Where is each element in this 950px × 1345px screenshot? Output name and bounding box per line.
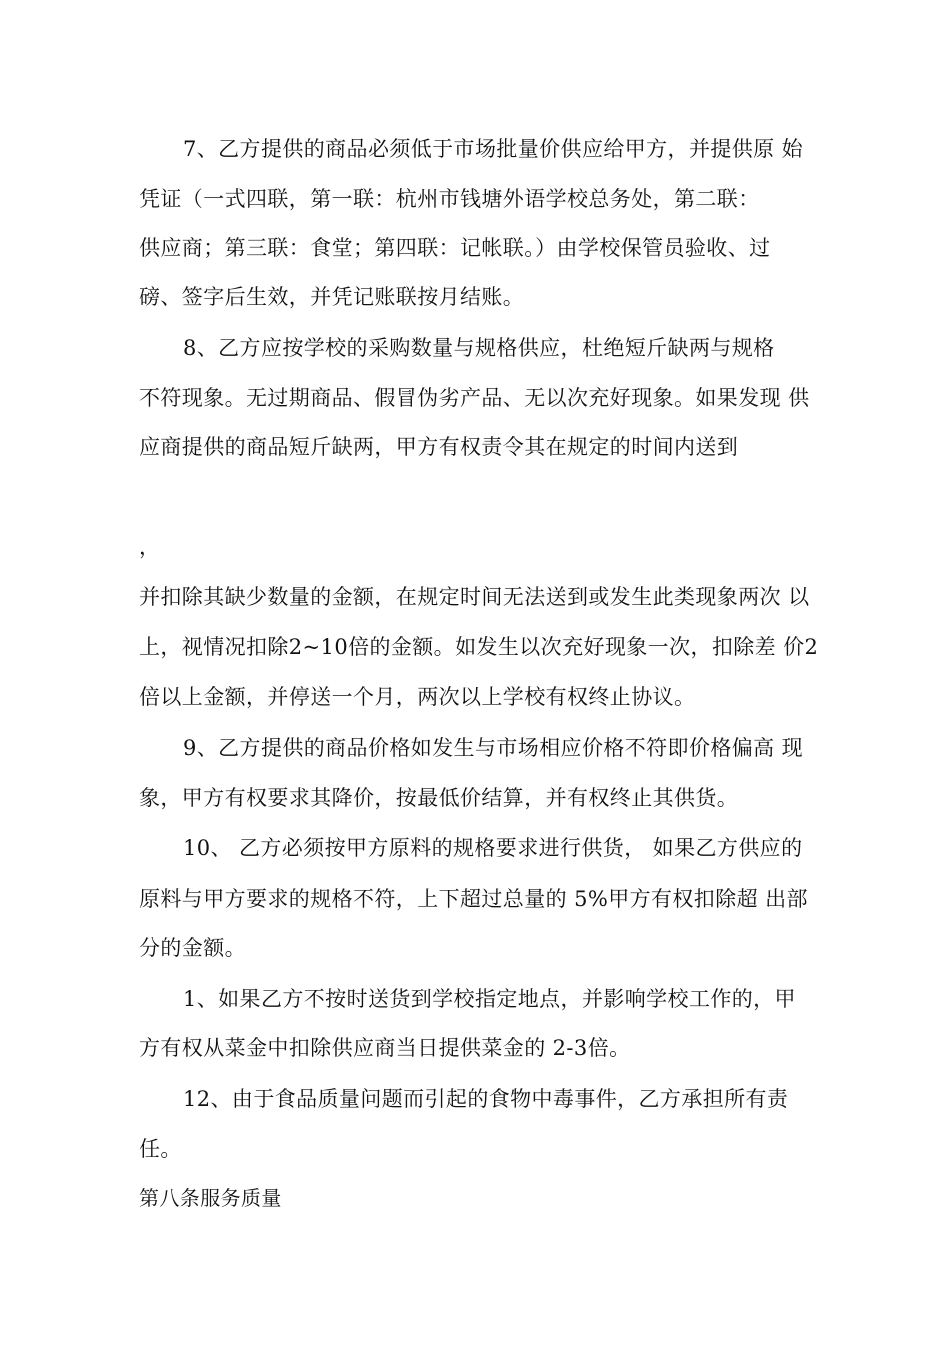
clause-7-line-4: 磅、签字后生效，并凭记账联按月结账。 [139, 285, 525, 309]
clause-8-line-6: 上，视情况扣除2~10倍的金额。如发生以次充好现象一次，扣除差 价2 [139, 635, 819, 659]
clause-8-line-4: ， [139, 535, 161, 559]
clause-8-line-5: 并扣除其缺少数量的金额，在规定时间无法送到或发生此类现象两次 以 [139, 585, 810, 609]
clause-10-line-2: 原料与甲方要求的规格不符，上下超过总量的 5%甲方有权扣除超 出部 [139, 887, 808, 911]
clause-11-line-1: 1、如果乙方不按时送货到学校指定地点，并影响学校工作的，甲 [183, 987, 796, 1011]
clause-7-line-3: 供应商；第三联：食堂；第四联：记帐联。）由学校保管员验收、过 [139, 236, 771, 260]
clause-8-line-2: 不符现象。无过期商品、假冒伪劣产品、无以次充好现象。如果发现 供 [139, 386, 810, 410]
clause-10-line-3: 分的金额。 [139, 936, 246, 960]
clause-11-line-2: 方有权从菜金中扣除供应商当日提供菜金的 2-3倍。 [139, 1036, 631, 1060]
clause-10-line-1: 10、 乙方必须按甲方原料的规格要求进行供货， 如果乙方供应的 [183, 836, 803, 860]
clause-8-line-3: 应商提供的商品短斤缺两，甲方有权责令其在规定的时间内送到 [139, 435, 739, 459]
clause-12-line-2: 任。 [139, 1137, 182, 1161]
clause-8-line-1: 8、乙方应按学校的采购数量与规格供应，杜绝短斤缺两与规格 [183, 336, 775, 360]
clause-12-line-1: 12、由于食品质量问题而引起的食物中毒事件，乙方承担所有责 [183, 1087, 789, 1111]
clause-7-line-2: 凭证（一式四联，第一联：杭州市钱塘外语学校总务处，第二联： [139, 187, 760, 211]
clause-8-line-7: 倍以上金额，并停送一个月，两次以上学校有权终止协议。 [139, 685, 696, 709]
clause-9-line-2: 象，甲方有权要求其降价，按最低价结算，并有权终止其供货。 [139, 786, 739, 810]
section-heading: 第八条服务质量 [139, 1186, 282, 1210]
clause-9-line-1: 9、乙方提供的商品价格如发生与市场相应价格不符即价格偏高 现 [183, 736, 804, 760]
clause-7-line-1: 7、乙方提供的商品必须低于市场批量价供应给甲方，并提供原 始 [183, 137, 804, 161]
